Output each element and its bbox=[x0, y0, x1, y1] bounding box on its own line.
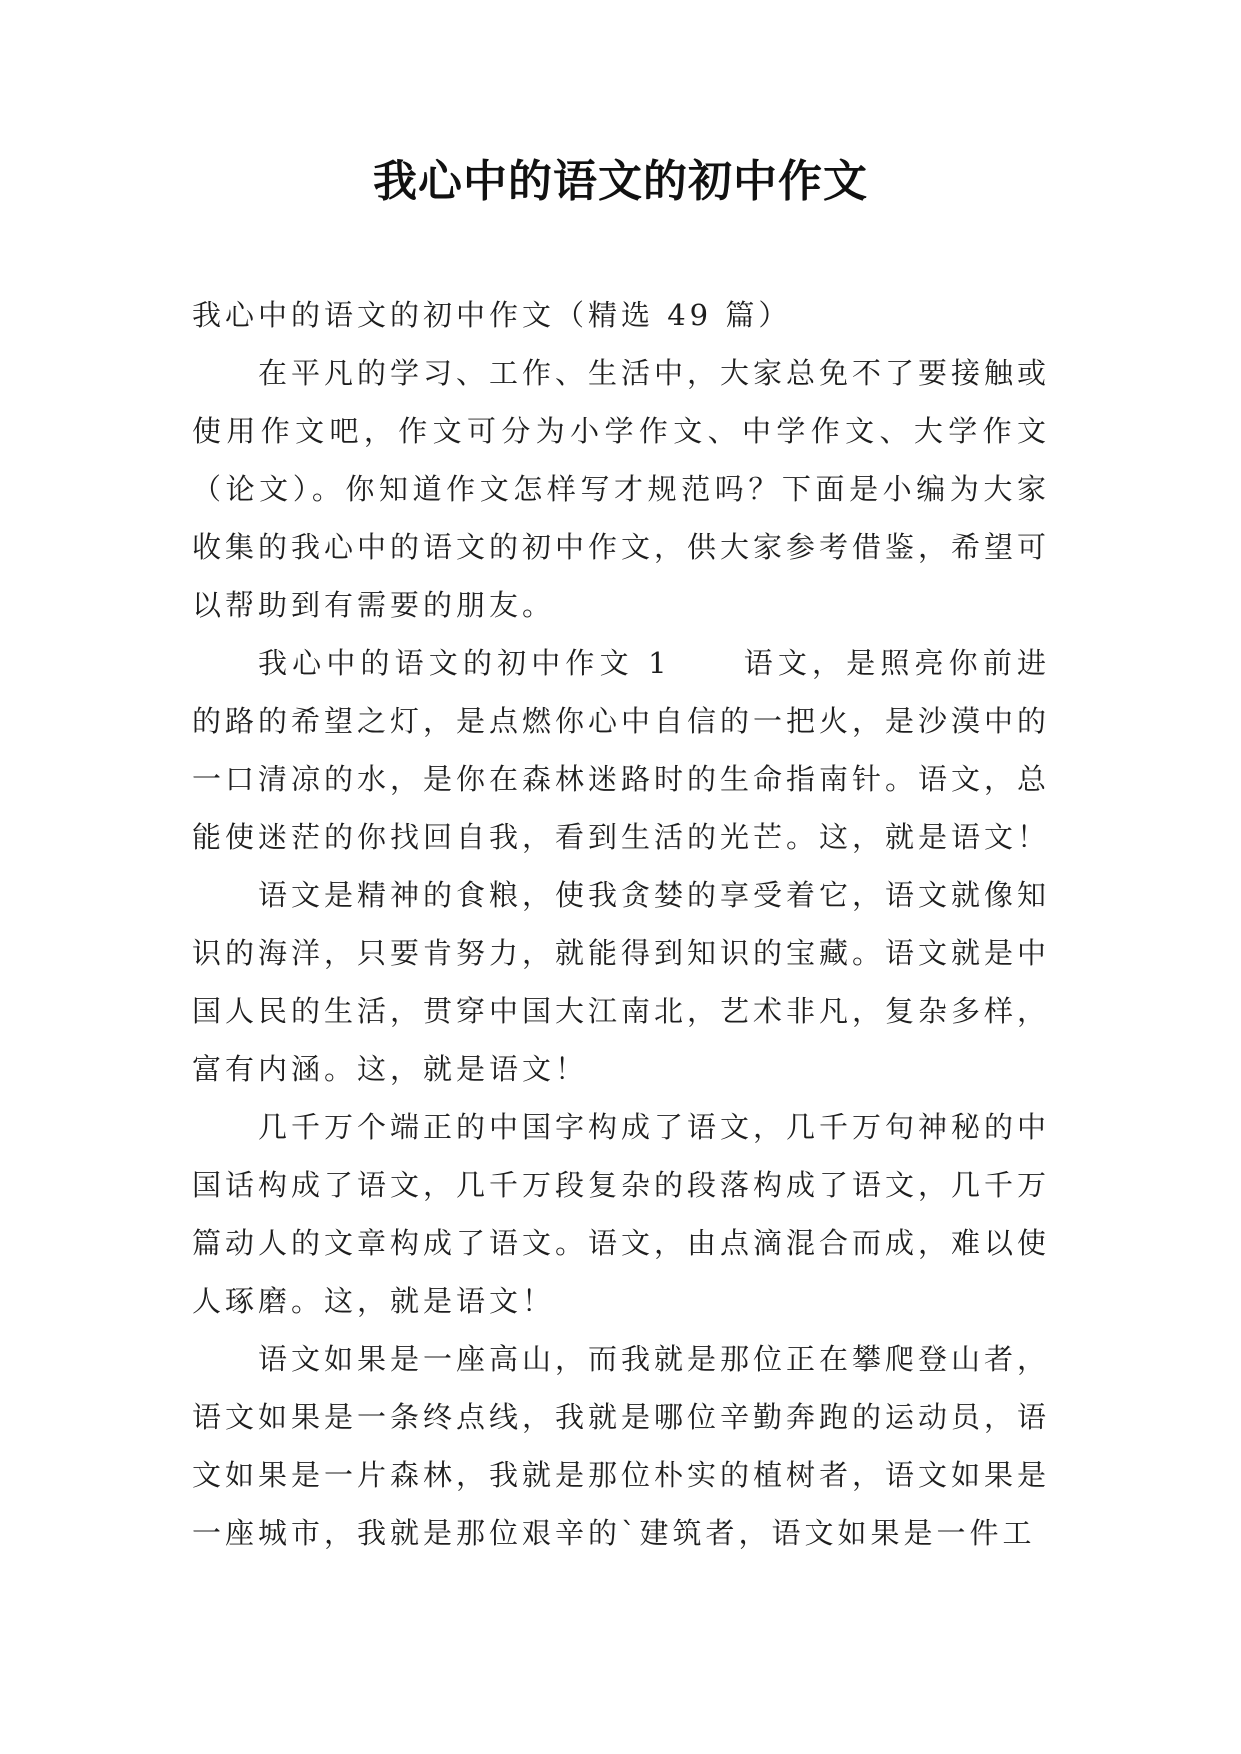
document-title: 我心中的语文的初中作文 bbox=[373, 156, 868, 207]
document-subtitle: 我心中的语文的初中作文（精选 49 篇） bbox=[192, 298, 792, 332]
essay-paragraph-1-text: 语文，是照亮你前进的路的希望之灯，是点燃你心中自信的一把火，是沙漠中的一口清凉的水，是你在森林迷路时的生命指南针。语文，总能使迷茫的你找回自我，看到生活的光芒。这，就是语文！ bbox=[192, 646, 1051, 854]
essay-heading: 我心中的语文的初中作文 1 bbox=[258, 646, 671, 680]
intro-paragraph: 在平凡的学习、工作、生活中，大家总免不了要接触或使用作文吧，作文可分为小学作文、中学作文、大学作文（论文）。你知道作文怎样写才规范吗？下面是小编为大家收集的我心中的语文的初中作文，供大家参考借鉴，希望可以帮助到有需要的朋友。 bbox=[192, 356, 1051, 622]
essay-first-paragraph bbox=[192, 634, 1050, 866]
essay-paragraph-3: 几千万个端正的中国字构成了语文，几千万句神秘的中国话构成了语文，几千万段复杂的段落构成了语文，几千万篇动人的文章构成了语文。语文，由点滴混合而成，难以使人琢磨。这，就是语文！ bbox=[192, 1110, 1051, 1318]
document-body bbox=[192, 286, 1050, 1562]
essay-paragraph-2: 语文是精神的食粮，使我贪婪的享受着它，语文就像知识的海洋，只要肯努力，就能得到知识的宝藏。语文就是中国人民的生活，贯穿中国大江南北，艺术非凡，复杂多样，富有内涵。这，就是语文！ bbox=[192, 878, 1051, 1086]
essay-paragraph-4: 语文如果是一座高山，而我就是那位正在攀爬登山者，语文如果是一条终点线，我就是哪位辛勤奔跑的运动员，语文如果是一片森林，我就是那位朴实的植树者，语文如果是一座城市，我就是那位艰辛的`建筑者，语文如果是一件工 bbox=[192, 1342, 1051, 1550]
